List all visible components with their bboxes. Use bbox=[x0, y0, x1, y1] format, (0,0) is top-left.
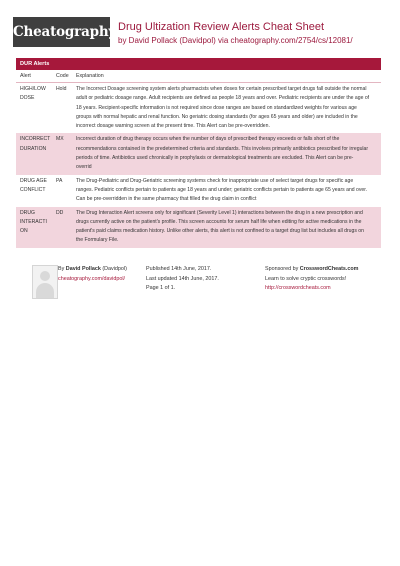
footer-sponsor bbox=[265, 265, 358, 294]
alert-explanation-line: groups with normal hepatic and renal function. No geriatric dosing standards (for ages 65 years and older) are included in the bbox=[76, 113, 358, 120]
column-header-explanation: Explanation bbox=[76, 73, 104, 79]
alert-explanation-line: The Drug Interaction Alert screens only for significant (Severity Level 1) interactions between the drug in a new prescription and bbox=[76, 209, 363, 216]
alert-explanation-line: Can be pre-overridden in the same pharmacy that filled the drug claim in conflict bbox=[76, 196, 257, 203]
table-row bbox=[16, 175, 381, 207]
alert-name-line: ON bbox=[20, 228, 28, 235]
alert-name-line: INCORRECT bbox=[20, 136, 51, 143]
updated-date: Last updated 14th June, 2017. bbox=[146, 275, 219, 282]
alert-code: MX bbox=[56, 136, 64, 143]
alert-explanation-line: periods of time. Antibiotics used chronically in prophylaxis or dermatological treatments are excluded. This Alert can be pre- bbox=[76, 155, 354, 162]
table-row bbox=[16, 83, 381, 133]
alert-name-line: INTERACTI bbox=[20, 218, 47, 225]
footer-author-handle: (Davidpol) bbox=[100, 266, 127, 272]
alert-name-line: DRUG bbox=[20, 209, 35, 216]
alert-explanation bbox=[76, 207, 381, 248]
byline-via: via bbox=[215, 36, 231, 45]
table-body bbox=[16, 83, 381, 248]
alert-explanation bbox=[76, 83, 381, 133]
alert-explanation bbox=[76, 133, 381, 174]
alert-name-line: DURATION bbox=[20, 145, 47, 152]
byline-prefix: by bbox=[118, 36, 129, 45]
page-count: Page 1 of 1. bbox=[146, 285, 176, 291]
alert-name-line: DRUG AGE bbox=[20, 177, 47, 184]
alert-explanation-line: patient's paid claims medication history. Unlike other alerts, this alert is not confined to a target drug list but includes all drugs on bbox=[76, 228, 364, 235]
alert-explanation-line: incorrect dosage warning screen at the present time. This Alert can be pre-overridden. bbox=[76, 123, 270, 130]
sponsor-prefix: Sponsored by bbox=[265, 266, 300, 272]
alert-explanation-line: 18 years. Recipient-specific information is not required since dose ranges are based on standardized weights for various age bbox=[76, 104, 357, 111]
page-title: Drug Ultization Review Alerts Cheat Sheet bbox=[118, 21, 325, 33]
column-header-alert: Alert bbox=[20, 73, 31, 79]
sponsor-tagline: Learn to solve cryptic crosswords! bbox=[265, 275, 347, 282]
alert-explanation bbox=[76, 175, 381, 207]
sponsor-url[interactable]: http://crosswordcheats.com bbox=[265, 285, 331, 291]
alert-explanation-line: adult or pediatric dosage range. Adult recipients are defined as people 18 years and over. Pediatric recipients are under the age of bbox=[76, 95, 370, 102]
alert-explanation-line: recommendations contained in the predetermined criteria and standards. This involves primarily antibiotics prescribed for irregular bbox=[76, 145, 369, 152]
footer-by: By bbox=[58, 266, 66, 272]
dur-alerts-section bbox=[16, 58, 381, 248]
alert-name bbox=[16, 83, 56, 133]
alert-code: Hold bbox=[56, 86, 67, 92]
alert-name-line: DOSE bbox=[20, 95, 35, 102]
alert-explanation-line: ranges. Pediatric conflicts pertain to patients age 18 years and under; geriatric conflicts pertain to patients age 65 years and over. bbox=[76, 186, 368, 193]
footer-dates bbox=[146, 265, 219, 294]
alert-explanation-line: Incorrect duration of drug therapy occurs when the number of days of prescribed therapy exceeds or falls short of the bbox=[76, 136, 340, 143]
alert-name bbox=[16, 207, 56, 248]
avatar bbox=[32, 265, 58, 299]
alert-explanation-line: the Formulary File. bbox=[76, 237, 119, 244]
alert-explanation-line: overrid bbox=[76, 164, 92, 171]
footer-author bbox=[58, 265, 127, 284]
footer-author-url[interactable]: cheatography.com/davidpol/ bbox=[58, 275, 126, 282]
table-row bbox=[16, 133, 381, 174]
author-link[interactable]: David Pollack (Davidpol) bbox=[128, 36, 216, 45]
sheet-url-link[interactable]: cheatography.com/2754/cs/12081/ bbox=[230, 36, 353, 45]
alert-name bbox=[16, 133, 56, 174]
alert-name bbox=[16, 175, 56, 207]
alert-explanation-line: drugs currently active on the patient's profile. This screen accounts for serum half life when editing for active medications in the bbox=[76, 218, 362, 225]
alert-name-line: HIGH/LOW bbox=[20, 86, 46, 92]
footer-author-name[interactable]: David Pollack bbox=[65, 266, 101, 272]
sponsor-name[interactable]: CrosswordCheats.com bbox=[299, 266, 359, 272]
table-header bbox=[16, 70, 381, 83]
published-date: Published 14th June, 2017. bbox=[146, 266, 212, 272]
alert-explanation-line: The Incorrect Dosage screening system alerts pharmacists when doses for certain prescribed target drugs fall outside the normal bbox=[76, 86, 367, 92]
section-title: DUR Alerts bbox=[16, 58, 381, 70]
table-row bbox=[16, 207, 381, 248]
alert-explanation-line: The Drug-Pediatric and Drug-Geriatric screening systems check for inappropriate use of select target drugs for specific age bbox=[76, 177, 354, 184]
byline bbox=[118, 36, 353, 45]
alert-code: DD bbox=[56, 209, 64, 216]
cheatography-logo[interactable]: Cheatography bbox=[13, 17, 110, 47]
alert-name-line: CONFLICT bbox=[20, 186, 46, 193]
column-header-code: Code bbox=[56, 73, 69, 79]
alert-code: PA bbox=[56, 177, 63, 184]
